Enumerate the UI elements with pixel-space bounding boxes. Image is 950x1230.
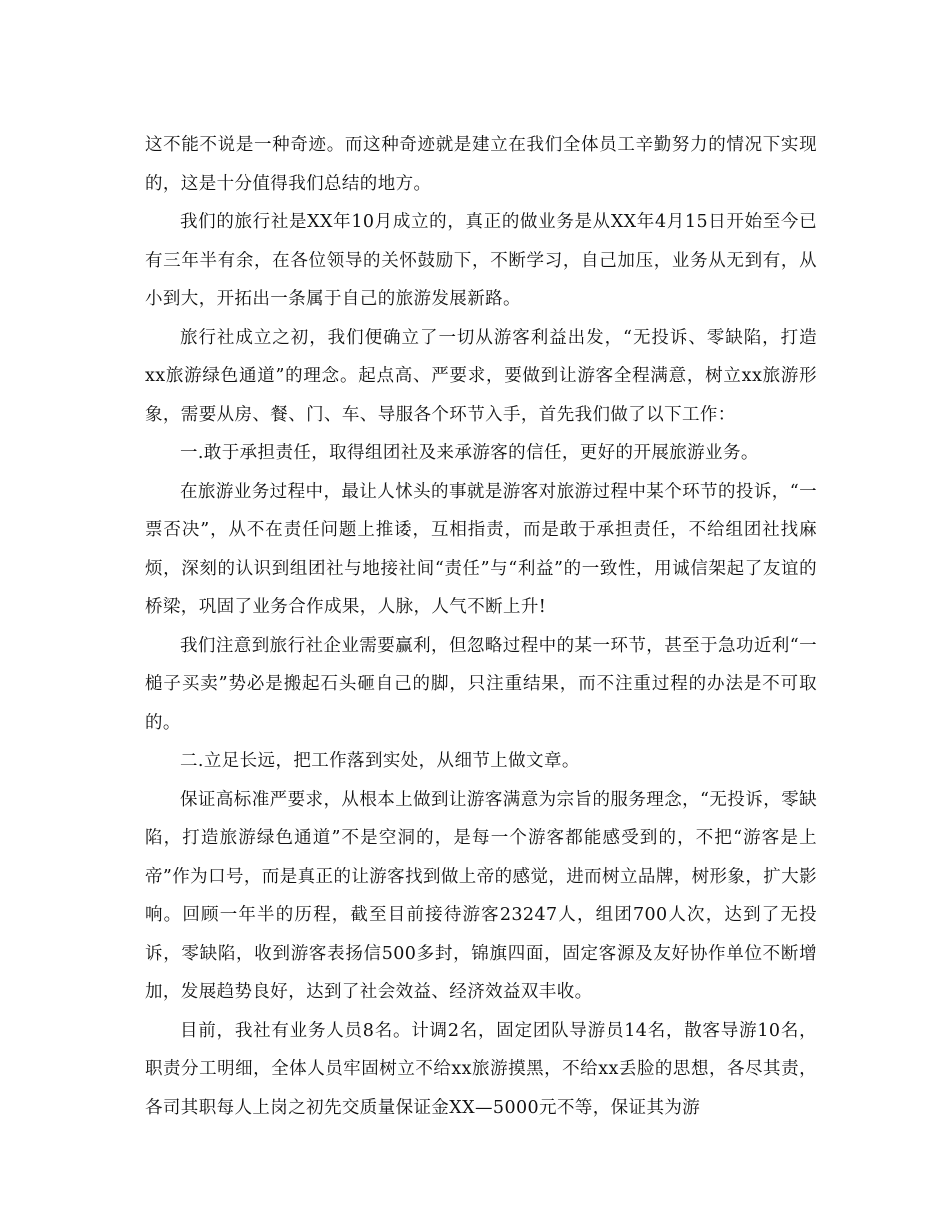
document-body bbox=[145, 126, 817, 1127]
section-heading-2: 二.立足长远，把工作落到实处，从细节上做文章。 bbox=[180, 751, 580, 771]
paragraph-3: 旅行社成立之初，我们便确立了一切从游客利益出发，“无投诉、零缺陷，打造xx旅游绿色通道”的理念。起点高、严要求，要做到让游客全程满意，树立xx旅游形象，需要从房、餐、门、车、导服各个环节入手，首先我们做了以下工作： bbox=[145, 327, 817, 425]
paragraph-2: 我们的旅行社是XX年10月成立的，真正的做业务是从XX年4月15日开始至今已有三年半有余，在各位领导的关怀鼓励下，不断学习，自己加压，业务从无到有，从小到大，开拓出一条属于自己的旅游发展新路。 bbox=[145, 212, 817, 309]
section-heading-1: 一.敢于承担责任，取得组团社及来承游客的信任，更好的开展旅游业务。 bbox=[180, 443, 759, 463]
paragraph-4: 在旅游业务过程中，最让人怵头的事就是游客对旅游过程中某个环节的投诉，“一票否决”，从不在责任问题上推诿，互相指责，而是敢于承担责任，不给组团社找麻烦，深刻的认识到组团社与地接社间“责任”与“利益”的一致性，用诚信架起了友谊的桥梁，巩固了业务合作成果，人脉，人气不断上升! bbox=[145, 481, 817, 617]
paragraph-7: 目前，我社有业务人员8名。计调2名，固定团队导游员14名，散客导游10名，职责分工明细，全体人员牢固树立不给xx旅游摸黑，不给xx丢脸的思想，各尽其责，各司其职每人上岗之初先交质量保证金XX—5000元不等，保证其为游 bbox=[145, 1020, 817, 1118]
paragraph-6: 保证高标准严要求，从根本上做到让游客满意为宗旨的服务理念，“无投诉，零缺陷，打造旅游绿色通道”不是空洞的，是每一个游客都能感受到的，不把“游客是上帝”作为口号，而是真正的让游客找到做上帝的感觉，进而树立品牌，树形象，扩大影响。回顾一年半的历程，截至目前接待游客23247人，组团700人次，达到了无投诉，零缺陷，收到游客表扬信500多封，锦旗四面，固定客源及友好协作单位不断增加，发展趋势良好，达到了社会效益、经济效益双丰收。 bbox=[145, 789, 817, 1002]
paragraph-5: 我们注意到旅行社企业需要赢利，但忽略过程中的某一环节，甚至于急功近利“一槌子买卖”势必是搬起石头砸自己的脚，只注重结果，而不注重过程的办法是不可取的。 bbox=[145, 635, 817, 733]
paragraph-1: 这不能不说是一种奇迹。而这种奇迹就是建立在我们全体员工辛勤努力的情况下实现的，这是十分值得我们总结的地方。 bbox=[145, 135, 817, 194]
